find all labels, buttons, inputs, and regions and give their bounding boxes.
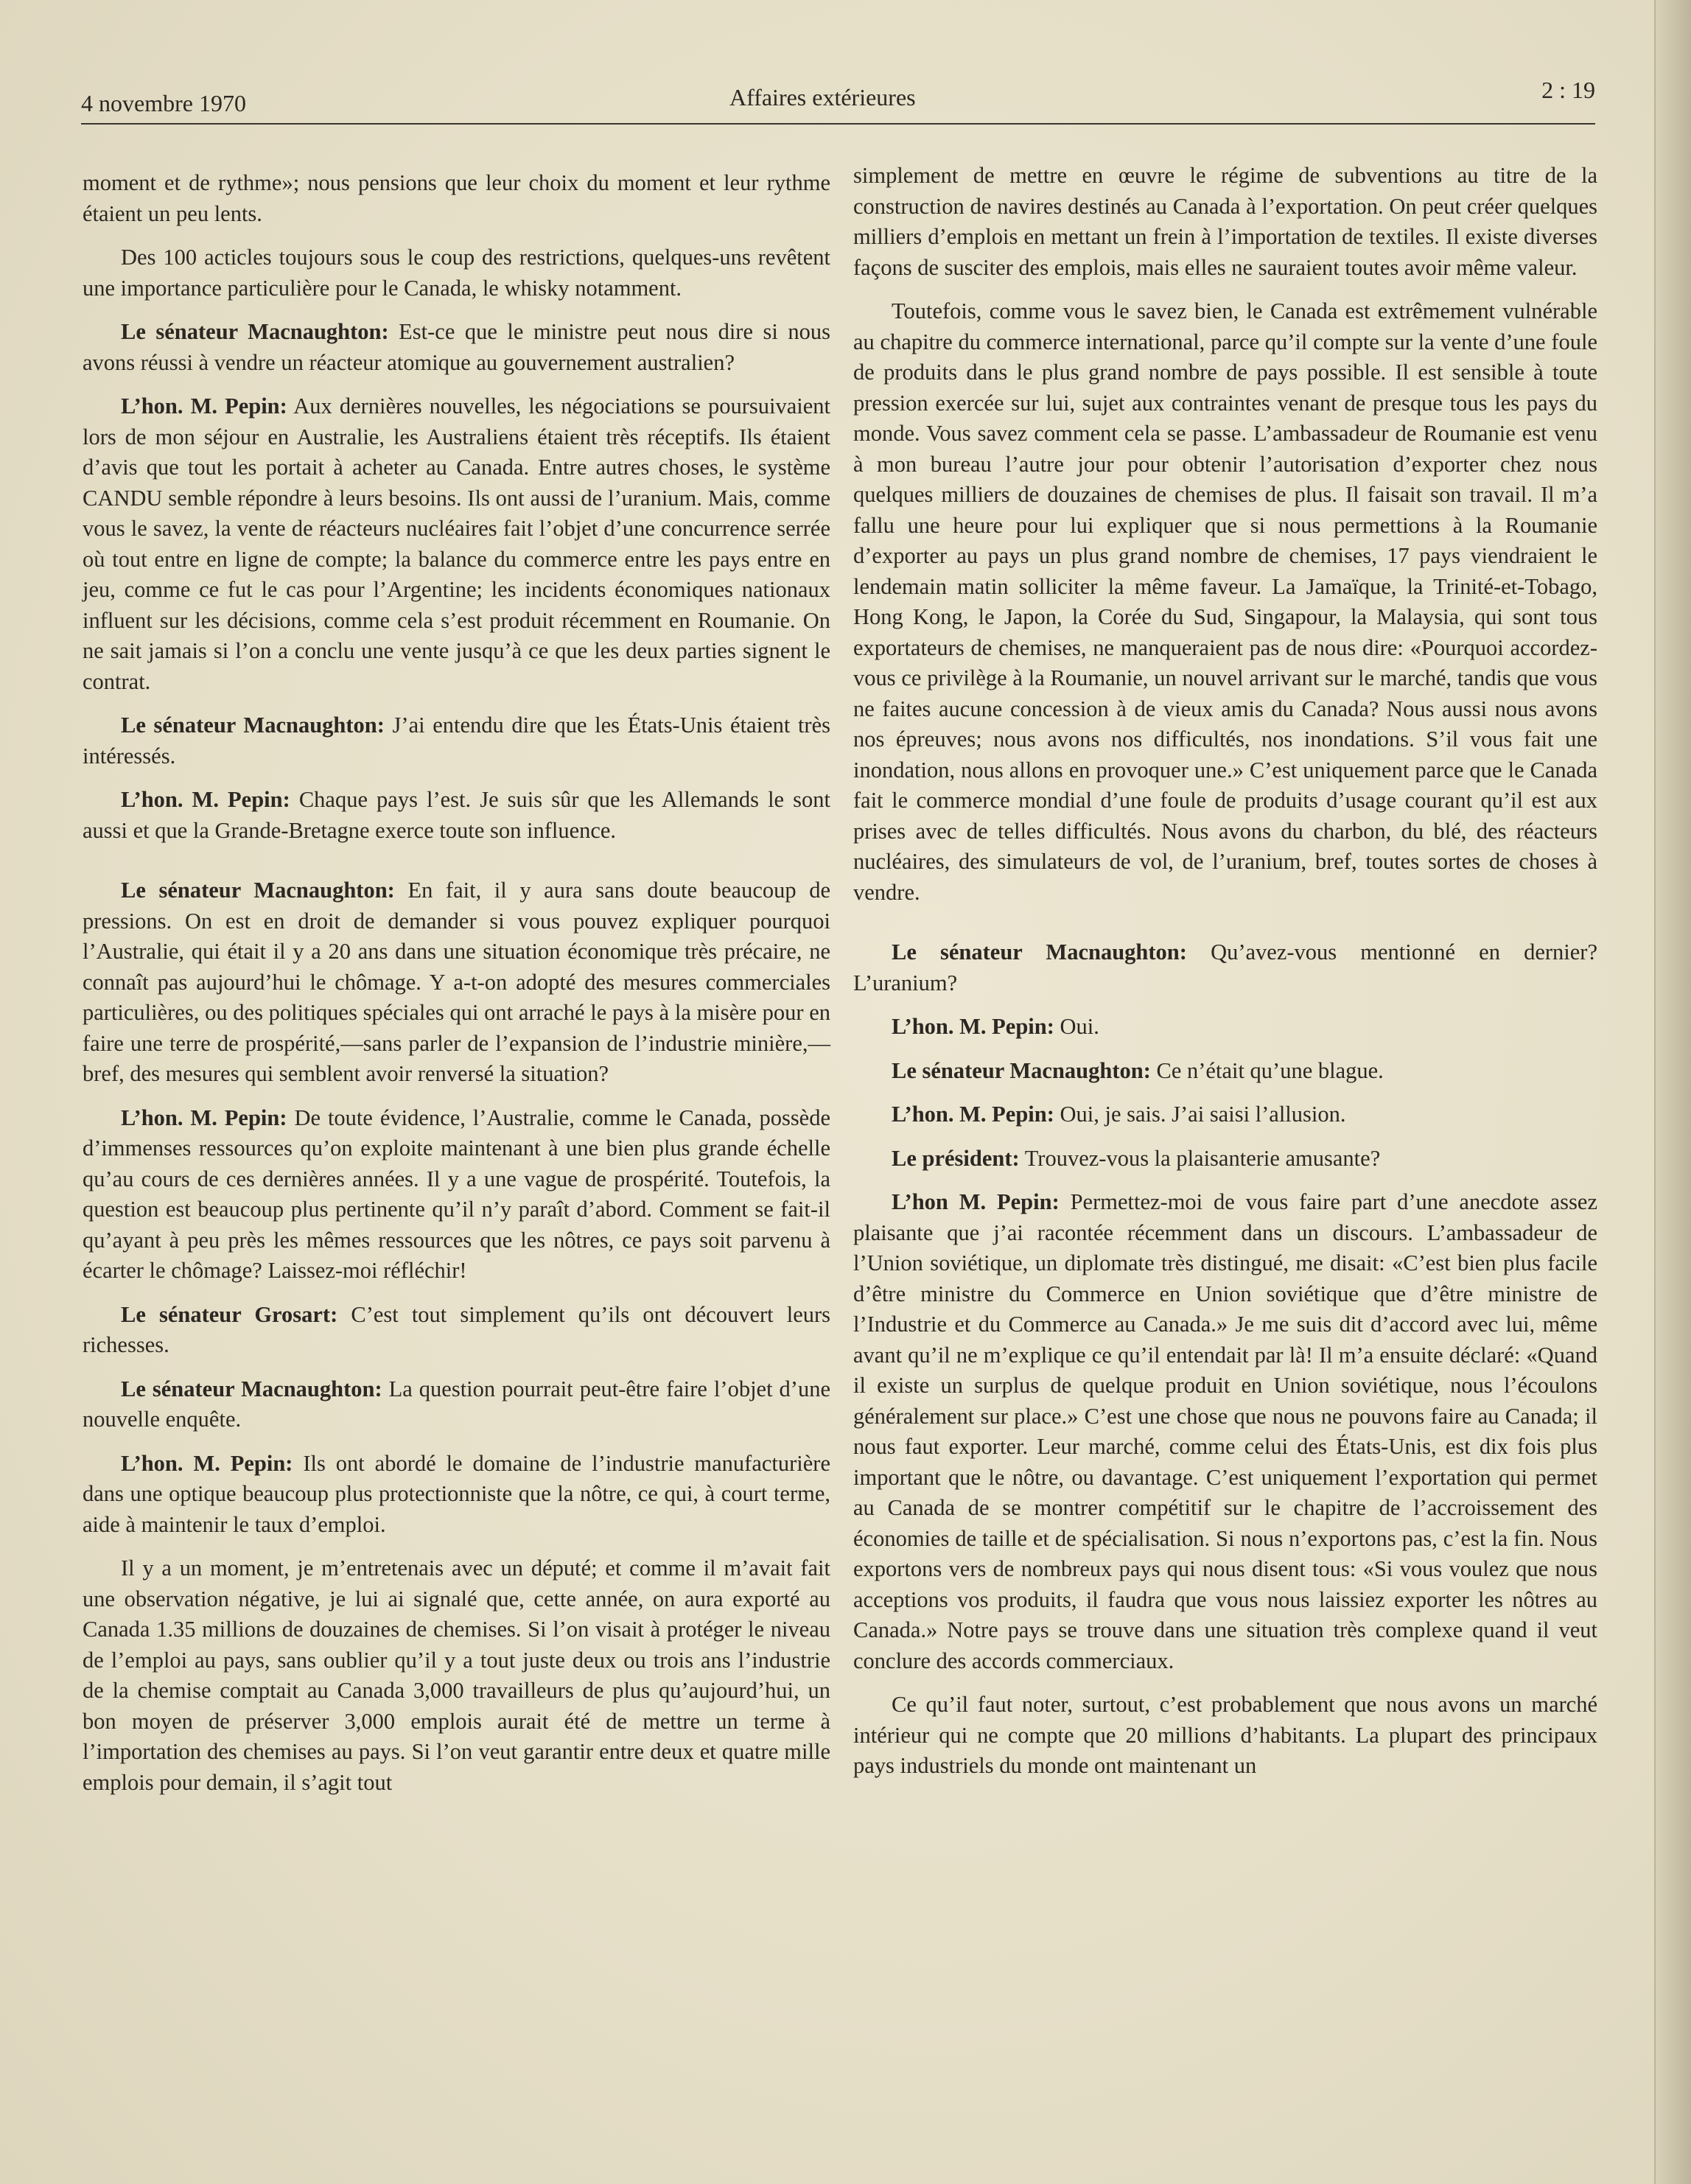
speaker-name: L’hon. M. Pepin: [121, 393, 287, 419]
paragraph: Le sénateur Macnaughton: Ce n’était qu’une blague. [892, 1057, 1384, 1083]
paragraph: L’hon. M. Pepin: Aux dernières nouvelles, les négociations se poursuivaient lors de mon séjour en Australie, les Australiens étaient très réceptifs. Ils étaient d’avis que tout les portait à acheter au Canada. Entre autres choses, le système CANDU semble répondre à leurs besoins. Ils ont aussi de l’uranium. Mais, comme vous le savez, la vente de réacteurs nucléaires fait l’objet d’une concurrence serrée où tout entre en ligne de compte; la balance du commerce entre les pays entre en jeu, comme ce fut le cas pour l’Argentine; les incidents économiques nationaux influent sur les décisions, comme cela s’est produit récemment en Roumanie. On ne sait jamais si l’on a conclu une vente jusqu’à ce que les deux parties signent le contrat. [83, 393, 830, 694]
speaker-name: L’hon. M. Pepin: [121, 787, 290, 812]
paragraph: L’hon. M. Pepin: Chaque pays l’est. Je suis sûr que les Allemands le sont aussi et que la Grande-Bretagne exerce toute son influence. [83, 787, 831, 843]
speaker-name: L’hon. M. Pepin: [121, 1105, 287, 1130]
speaker-name: Le sénateur Macnaughton: [121, 319, 389, 344]
paragraph: Ce qu’il faut noter, surtout, c’est probablement que nous avons un marché intérieur qui ne compte que 20 millions d’habitants. La plupart des principaux pays industriels du monde ont maintenant un [853, 1692, 1597, 1778]
paragraph: Il y a un moment, je m’entretenais avec un député; et comme il m’avait fait une observation négative, je lui ai signalé que, cette année, on aura exporté au Canada 1.35 millions de douzaines de chemises. Si l’on visait à protéger le niveau de l’emploi au pays, sans oublier qu’il y a tout juste deux ou trois ans l’industrie de la chemise comptait au Canada 3,000 travailleurs de plus qu’aujourd’hui, un bon moyen de préserver 3,000 emplois aurait été de mettre un terme à l’importation des chemises au pays. Si l’on veut garantir entre deux et quatre mille emplois pour demain, il s’agit tout [83, 1555, 830, 1795]
speaker-name: Le sénateur Macnaughton: [121, 878, 395, 903]
paragraph: L’hon. M. Pepin: Ils ont abordé le domaine de l’industrie manufacturière dans une optique beaucoup plus protectionniste que la nôtre, ce qui, à court terme, aide à maintenir le taux d’emploi. [83, 1450, 830, 1537]
header-page-number: 2 : 19 [1541, 77, 1595, 103]
paragraph: Le président: Trouvez-vous la plaisanterie amusante? [892, 1145, 1381, 1171]
header-date: 4 novembre 1970 [81, 90, 246, 116]
right-column [853, 161, 1597, 1795]
paragraph: simplement de mettre en œuvre le régime de subventions au titre de la construction de navires destinés au Canada à l’exportation. On peut créer quelques milliers d’emplois en mettant un frein à l’importation de textiles. Il existe diverses façons de susciter des emplois, mais elles ne sauraient toutes avoir même valeur. [853, 163, 1597, 280]
speaker-name: L’hon. M. Pepin: [892, 1102, 1054, 1127]
header-rule [81, 123, 1595, 125]
speaker-name: Le sénateur Macnaughton: [892, 1057, 1151, 1083]
speaker-name: Le sénateur Macnaughton: [121, 713, 385, 738]
paragraph: Le sénateur Macnaughton: J’ai entendu dire que les États-Unis étaient très intéressés. [83, 713, 830, 769]
speaker-name: L’hon M. Pepin: [892, 1189, 1060, 1214]
left-column [83, 168, 830, 1811]
paragraph: Le sénateur Macnaughton: Qu’avez-vous mentionné en dernier? L’uranium? [853, 939, 1597, 995]
paragraph: L’hon. M. Pepin: Oui, je sais. J’ai saisi l’allusion. [892, 1102, 1346, 1127]
speaker-name: Le sénateur Grosart: [121, 1301, 338, 1327]
paragraph: Le sénateur Grosart: C’est tout simplement qu’ils ont découvert leurs richesses. [83, 1301, 831, 1357]
speaker-name: Le sénateur Macnaughton: [121, 1376, 382, 1401]
header-title: Affaires extérieures [729, 84, 916, 111]
speaker-name: Le sénateur Macnaughton: [892, 939, 1187, 965]
paragraph: L’hon. M. Pepin: De toute évidence, l’Australie, comme le Canada, possède d’immenses ressources qu’on exploite maintenant à une bien plus grande échelle qu’au cours de ces dernières années. Il y a une vague de prospérité. Toutefois, la question est beaucoup plus pertinente qu’il n’y paraît d’abord. Comment se fait-il qu’ayant à peu près les mêmes ressources que les nôtres, ce pays soit parvenu à écarter le chômage? Laissez-moi réfléchir! [83, 1105, 831, 1283]
paragraph: Toutefois, comme vous le savez bien, le Canada est extrêmement vulnérable au chapitre du commerce international, parce qu’il compte sur la vente d’une foule de produits dans le plus grand nombre de pays possible. Il est sensible à toute pression exercée sur lui, sujet aux contraintes venant de presque tous les pays du monde. Vous savez comment cela se passe. L’ambassadeur de Roumanie est venu à mon bureau l’autre jour pour obtenir l’autorisation d’exporter chez nous quelques milliers de douzaines de chemises de plus. Il faisait son travail. Il m’a fallu une heure pour lui expliquer que si nous permettions à la Roumanie d’exporter au pays un plus grand nombre de chemises, 17 pays viendraient le lendemain matin solliciter la même faveur. La Jamaïque, la Trinité-et-Tobago, Hong Kong, le Japon, la Corée du Sud, Singapour, la Malaysia, qui sont tous exportateurs de chemises, ne manqueraient pas de nous dire: «Pourquoi accordez-vous ce privilège à la Roumanie, un nouvel arrivant sur le marché, tandis que vous ne faites aucune concession à de vieux amis du Canada? Nous aussi nous avons nos épreuves; nous avons nos difficultés, nos inondations. S’il vous fait une inondation, nous allons en provoquer une.» C’est uniquement parce que le Canada fait le commerce mondial d’une foule de produits d’usage courant qu’il est aux prises avec de telles difficultés. Nous avons du charbon, du blé, des réacteurs nucléaires, des simulateurs de vol, de l’uranium, bref, toutes sortes de choses à vendre. [853, 298, 1597, 905]
paragraph: L’hon M. Pepin: Permettez-moi de vous faire part d’une anecdote assez plaisante que j’ai racontée récemment dans un discours. L’ambassadeur de l’Union soviétique, un diplomate très distingué, me disait: «C’est bien plus facile d’être ministre du Commerce en Union soviétique que d’être ministre de l’Industrie et du Commerce au Canada.» Je me suis dit d’accord avec lui, même avant qu’il ne m’explique ce qu’il entendait par là! Il m’a ensuite déclaré: «Quand il existe un surplus de quelque produit en Union soviétique, nous l’écoulons généralement sur place.» C’est une chose que nous ne pouvons faire au Canada; il nous faut exporter. Leur marché, comme celui des États-Unis, est dix fois plus important que le nôtre, ou davantage. C’est uniquement l’exportation qui permet au Canada de se montrer compétitif sur le chapitre de l’accroissement des économies de taille et de spécialisation. Si nous n’exportons pas, c’est la fin. Nous exportons vers de nombreux pays qui nous disent tous: «Si vous voulez que nous acceptions vos produits, il faudra que vous nous laissiez exporter les nôtres au Canada.» Notre pays se trouve dans une situation très complexe quand il veut conclure des accords commerciaux. [853, 1189, 1597, 1673]
paragraph: moment et de rythme»; nous pensions que leur choix du moment et leur rythme étaient un peu lents. [83, 170, 830, 226]
paragraph: L’hon. M. Pepin: Oui. [892, 1014, 1099, 1039]
paragraph: Le sénateur Macnaughton: En fait, il y aura sans doute beaucoup de pressions. On est en droit de demander si vous pouvez expliquer pourquoi l’Australie, qui était il y a 20 ans dans une situation économique très précaire, ne connaît pas aujourd’hui le chômage. Y a-t-on adopté des mesures commerciales particulières, ou des politiques spéciales qui ont arraché le pays à la misère pour en faire une terre de prospérité,—sans parler de l’expansion de l’industrie minière,—bref, des mesures qui semblent avoir renversé la situation? [83, 878, 831, 1086]
page-right-edge [1654, 0, 1691, 2184]
speaker-name: L’hon. M. Pepin: [121, 1450, 293, 1476]
speaker-name: Le président: [892, 1145, 1020, 1171]
speaker-name: L’hon. M. Pepin: [892, 1014, 1054, 1039]
running-header [81, 77, 1595, 128]
paragraph: Le sénateur Macnaughton: Est-ce que le ministre peut nous dire si nous avons réussi à vendre un réacteur atomique au gouvernement australien? [83, 319, 830, 375]
paragraph: Des 100 acticles toujours sous le coup des restrictions, quelques-uns revêtent une importance particulière pour le Canada, le whisky notamment. [83, 245, 830, 301]
paragraph: Le sénateur Macnaughton: La question pourrait peut-être faire l’objet d’une nouvelle enquête. [83, 1376, 830, 1432]
